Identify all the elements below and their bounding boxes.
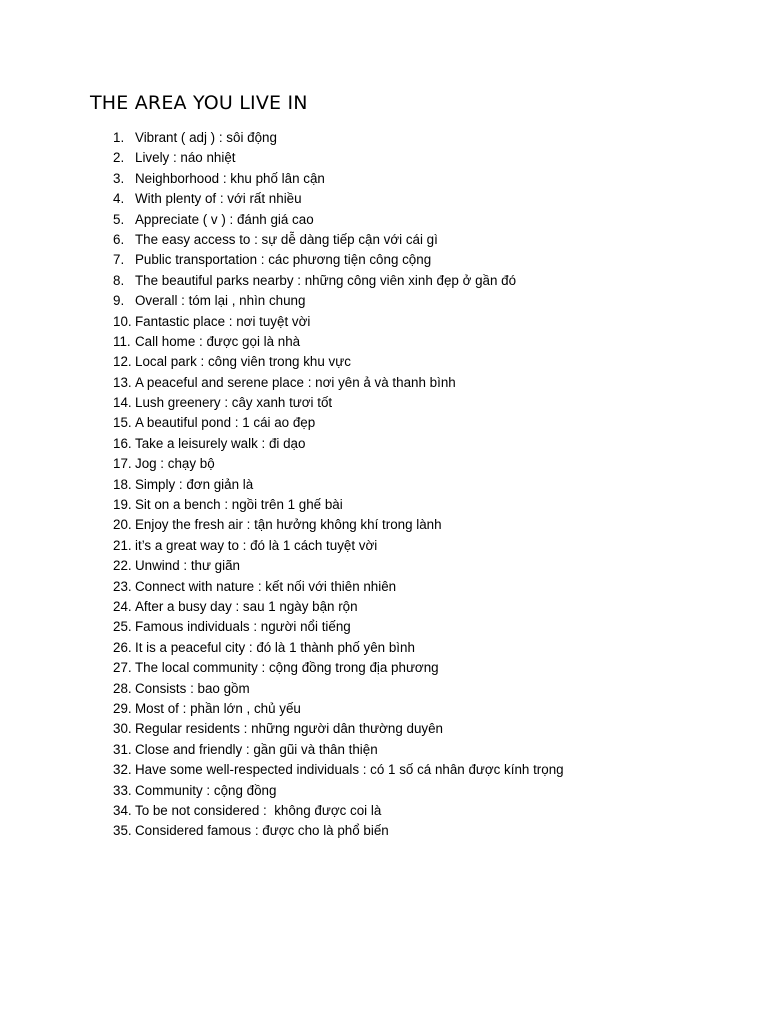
list-item-text: Famous individuals : người nổi tiếng — [135, 619, 351, 635]
list-item-number: 1. — [113, 130, 125, 145]
list-item-number: 18. — [113, 476, 132, 492]
list-item-text: Have some well-respected individuals : có 1 số cá nhân được kính trọng — [135, 762, 564, 778]
list-item-number: 20. — [113, 517, 132, 533]
list-item-number: 28. — [113, 680, 132, 696]
list-item-number: 17. — [113, 456, 132, 472]
list-item-text: It is a peaceful city : đó là 1 thành phố yên bình — [135, 639, 415, 655]
list-item-number: 5. — [113, 211, 125, 227]
list-item-text: Sit on a bench : ngồi trên 1 ghế bài — [135, 497, 343, 513]
list-item-number: 14. — [113, 395, 132, 411]
list-item-text: Community : cộng đồng — [135, 782, 277, 798]
list-item-text: Considered famous : được cho là phổ biến — [135, 823, 389, 839]
list-item-text: Jog : chạy bộ — [135, 456, 215, 472]
list-item-text: Take a leisurely walk : đi dạo — [135, 435, 306, 451]
list-item-number: 13. — [113, 374, 132, 390]
list-item-number: 19. — [113, 497, 132, 513]
list-item-number: 8. — [113, 272, 125, 288]
list-item-number: 35. — [113, 823, 132, 839]
list-item-text: Overall : tóm lại , nhìn chung — [135, 293, 306, 309]
list-item-number: 15. — [113, 415, 132, 431]
list-item-number: 7. — [113, 252, 125, 268]
list-item-text: Local park : công viên trong khu vực — [135, 354, 351, 370]
list-item-number: 23. — [113, 578, 132, 594]
list-item-number: 31. — [113, 741, 132, 757]
list-item-number: 34. — [113, 802, 132, 818]
list-item-number: 32. — [113, 762, 132, 778]
list-item-number: 12. — [113, 354, 132, 370]
list-item-number: 11. — [113, 333, 131, 349]
list-item-text: it’s a great way to : đó là 1 cách tuyệt vời — [135, 537, 378, 553]
list-item-text: Fantastic place : nơi tuyệt vời — [135, 313, 311, 329]
list-item-text: Connect with nature : kết nối với thiên nhiên — [135, 578, 397, 594]
list-item-number: 6. — [113, 231, 125, 247]
list-item-text: The easy access to : sự dễ dàng tiếp cận với cái gì — [135, 231, 438, 247]
list-item-text: After a busy day : sau 1 ngày bận rộn — [135, 598, 358, 614]
list-item-text: Simply : đơn giản là — [135, 476, 254, 492]
list-item-number: 27. — [113, 660, 132, 676]
list-item-number: 24. — [113, 598, 132, 614]
list-item-number: 30. — [113, 721, 132, 737]
list-item-text: Lush greenery : cây xanh tươi tốt — [135, 395, 333, 411]
list-item-text: Call home : được gọi là nhà — [135, 333, 301, 349]
list-item-text: With plenty of : với rất nhiều — [135, 191, 302, 207]
list-item-number: 9. — [113, 293, 125, 309]
list-item-text: Vibrant ( adj ) : sôi động — [135, 130, 277, 145]
list-item-text: Unwind : thư giãn — [135, 558, 240, 574]
list-item-text: Most of : phần lớn , chủ yếu — [135, 700, 301, 716]
list-item-text: Close and friendly : gần gũi và thân thiện — [135, 741, 378, 757]
list-item-text: Regular residents : những người dân thường duyên — [135, 721, 443, 737]
list-item-text: Appreciate ( v ) : đánh giá cao — [135, 211, 314, 227]
document-title: THE AREA YOU LIVE IN — [90, 92, 308, 114]
list-item-text: Neighborhood : khu phố lân cận — [135, 170, 325, 186]
list-item-number: 21. — [113, 537, 132, 553]
list-item-number: 4. — [113, 191, 125, 207]
list-item-number: 22. — [113, 558, 132, 574]
list-item-text: Lively : náo nhiệt — [135, 150, 236, 166]
list-item-text: The local community : cộng đồng trong địa phương — [135, 660, 439, 676]
list-item-text: A peaceful and serene place : nơi yên ả và thanh bình — [135, 374, 456, 390]
list-item-number: 16. — [113, 435, 132, 451]
list-item-text: Consists : bao gồm — [135, 680, 250, 696]
list-item-text: The beautiful parks nearby : những công viên xinh đẹp ở gần đó — [135, 272, 517, 288]
list-item-text: To be not considered : không được coi là — [135, 802, 382, 818]
list-item-number: 2. — [113, 150, 125, 166]
list-item-number: 3. — [113, 170, 125, 186]
list-item-number: 33. — [113, 782, 132, 798]
list-item-number: 29. — [113, 700, 132, 716]
list-item-number: 26. — [113, 639, 132, 655]
list-item-text: Public transportation : các phương tiện công cộng — [135, 252, 432, 268]
list-item-number: 25. — [113, 619, 132, 635]
list-item-number: 10. — [113, 313, 132, 329]
list-item-text: A beautiful pond : 1 cái ao đẹp — [135, 415, 316, 431]
list-item-text: Enjoy the fresh air : tận hưởng không khí trong lành — [135, 517, 442, 533]
